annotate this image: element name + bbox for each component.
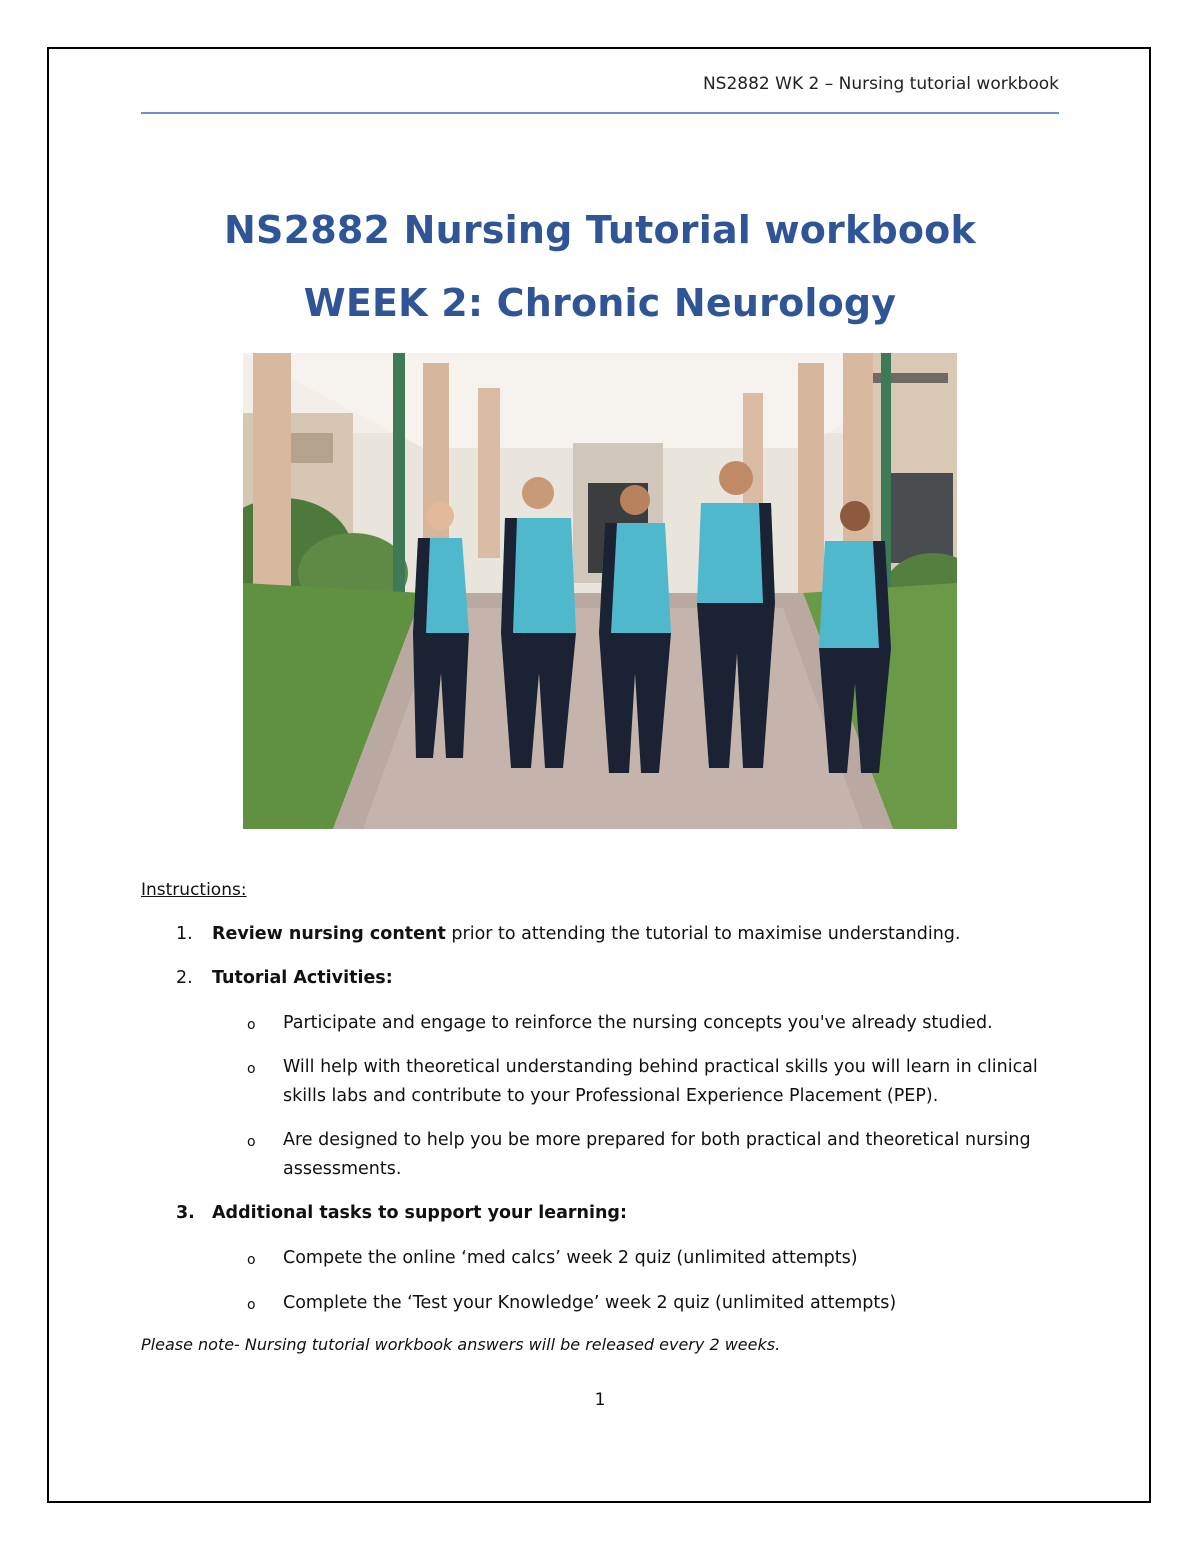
- bullet-glyph: o: [247, 1061, 256, 1077]
- bullet-glyph: o: [247, 1017, 256, 1033]
- bullet-glyph: o: [247, 1252, 256, 1268]
- bullet-item: Compete the online ‘med calcs’ week 2 quiz (unlimited attempts): [283, 1248, 858, 1268]
- document-subtitle: WEEK 2: Chronic Neurology: [303, 281, 897, 325]
- list-item-tutorial-activities: Tutorial Activities:: [212, 968, 393, 988]
- running-header: NS2882 WK 2 – Nursing tutorial workbook: [702, 74, 1059, 94]
- list-number: 3.: [176, 1203, 195, 1223]
- bullet-glyph: o: [247, 1297, 256, 1313]
- cover-photo: [243, 353, 957, 829]
- list-number: 2.: [176, 968, 193, 988]
- list-item-additional-tasks: Additional tasks to support your learning:: [212, 1203, 627, 1223]
- instructions-heading: Instructions:: [141, 880, 247, 900]
- release-note: Please note- Nursing tutorial workbook answers will be released every 2 weeks.: [141, 1335, 781, 1354]
- bullet-item: Participate and engage to reinforce the nursing concepts you've already studied.: [283, 1013, 993, 1033]
- bullet-item: Will help with theoretical understanding behind practical skills you will learn in clinical skills labs and contribute to your Professional Experience Placement (PEP).: [283, 1057, 1038, 1106]
- document-title: NS2882 Nursing Tutorial workbook: [224, 208, 976, 252]
- header-rule: [141, 112, 1059, 114]
- bullet-item: Complete the ‘Test your Knowledge’ week 2 quiz (unlimited attempts): [283, 1293, 897, 1313]
- bullet-item: Are designed to help you be more prepared for both practical and theoretical nursing assessments.: [283, 1130, 1031, 1179]
- page-number: 1: [594, 1390, 606, 1410]
- list-item-bold: Review nursing content: [212, 924, 446, 944]
- list-number: 1.: [176, 924, 193, 944]
- list-item-review: [212, 924, 960, 944]
- list-item-text: prior to attending the tutorial to maximise understanding.: [445, 924, 961, 944]
- bullet-glyph: o: [247, 1134, 256, 1150]
